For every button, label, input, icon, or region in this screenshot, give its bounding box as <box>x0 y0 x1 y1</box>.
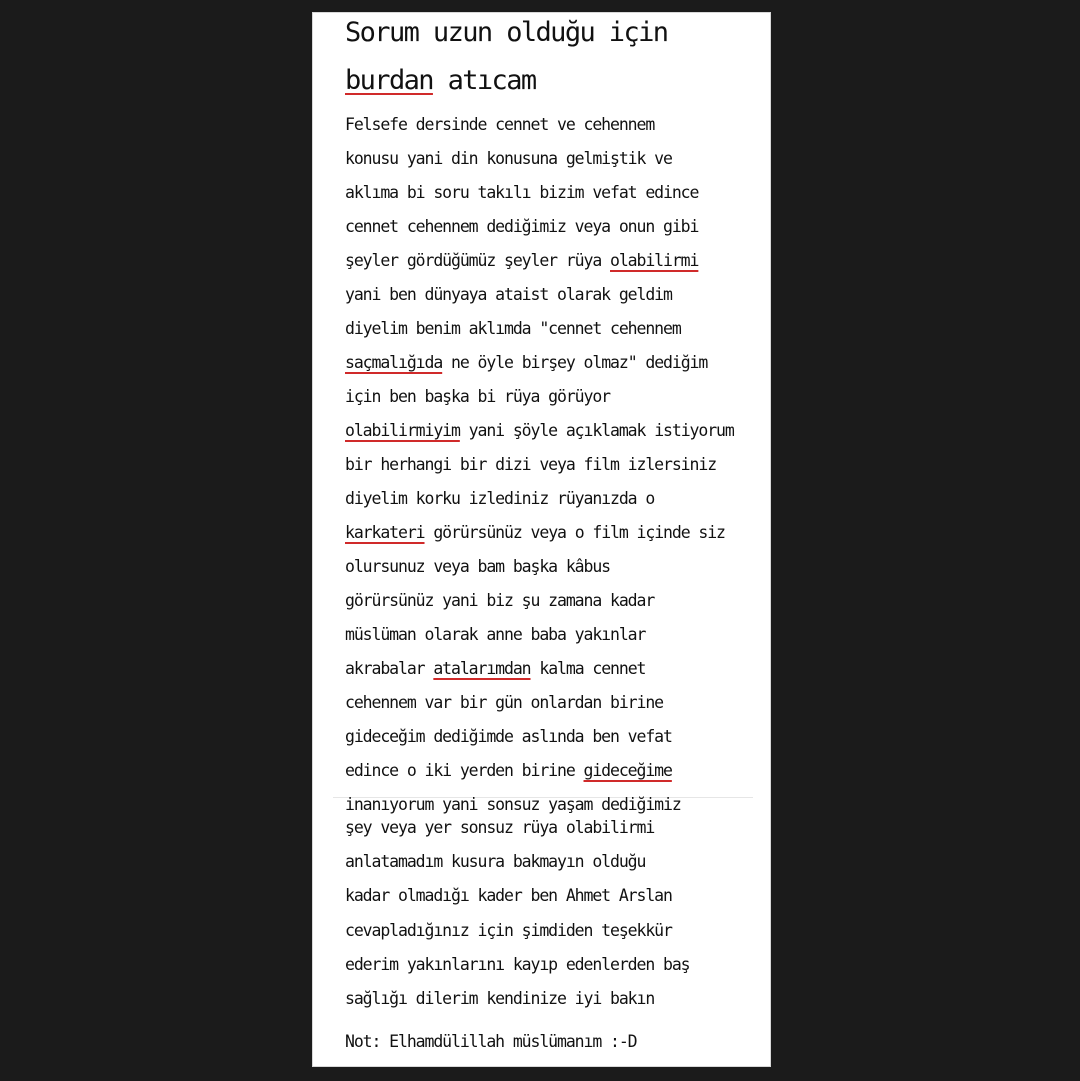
title-line-2 <box>345 67 536 94</box>
note-line <box>345 1034 637 1051</box>
body-line-2 <box>345 151 672 168</box>
body-text: aklıma bi soru takılı bizim vefat edince <box>345 183 699 202</box>
body-text: edince o iki yerden birine <box>345 761 584 780</box>
body-line-5 <box>345 253 698 270</box>
body-line-10 <box>345 423 734 440</box>
body-line-6 <box>345 287 672 304</box>
body-line-26 <box>345 957 690 974</box>
title-text-2: atıcam <box>432 65 536 96</box>
body-line-14 <box>345 559 610 576</box>
body-text: ne öyle birşey olmaz" dediğim <box>442 353 708 372</box>
body-text: için ben başka bi rüya görüyor <box>345 387 611 406</box>
body-line-9 <box>345 389 610 406</box>
body-text: anlatamadım kusura bakmayın olduğu <box>345 852 646 871</box>
body-line-22 <box>345 820 654 837</box>
body-text: şeyler gördüğümüz şeyler rüya <box>345 251 611 270</box>
body-line-27 <box>345 991 654 1008</box>
body-text: yani şöyle açıklamak istiyorum <box>459 421 734 440</box>
body-line-21 <box>345 797 681 814</box>
body-text: akrabalar <box>345 659 434 678</box>
body-line-13 <box>345 525 725 542</box>
body-line-7 <box>345 321 681 338</box>
title-text-1: Sorum uzun olduğu için <box>345 17 668 48</box>
misspelled-word: atalarımdan <box>433 659 531 678</box>
body-line-20 <box>345 763 672 780</box>
misspelled-word: olabilirmi <box>610 251 699 270</box>
body-line-19 <box>345 729 672 746</box>
body-text: ederim yakınlarını kayıp edenlerden baş <box>345 955 690 974</box>
body-text: yani ben dünyaya ataist olarak geldim <box>345 285 672 304</box>
body-text: cennet cehennem dediğimiz veya onun gibi <box>345 217 699 236</box>
body-line-8 <box>345 355 707 372</box>
body-text: olursunuz veya bam başka kâbus <box>345 557 611 576</box>
title-line-1 <box>345 19 667 46</box>
title-misspelled-word: burdan <box>345 65 433 96</box>
note-text: Not: Elhamdülillah müslümanım :-D <box>345 1032 637 1051</box>
body-line-23 <box>345 854 645 871</box>
misspelled-word: olabilirmiyim <box>345 421 460 440</box>
body-text: müslüman olarak anne baba yakınlar <box>345 625 646 644</box>
body-line-4 <box>345 219 698 236</box>
body-text: şey veya yer sonsuz rüya olabilirmi <box>345 818 655 837</box>
body-text: bir herhangi bir dizi veya film izlersiniz <box>345 455 717 474</box>
body-line-15 <box>345 593 654 610</box>
body-line-11 <box>345 457 716 474</box>
body-line-16 <box>345 627 645 644</box>
body-text: diyelim benim aklımda "cennet cehennem <box>345 319 681 338</box>
note-page <box>312 12 771 1067</box>
body-text: inanıyorum yani sonsuz yaşam dediğimiz <box>345 795 681 814</box>
misspelled-word: karkateri <box>345 523 425 542</box>
body-text: cehennem var bir gün onlardan birine <box>345 693 664 712</box>
body-text: kalma cennet <box>530 659 646 678</box>
body-text: konusu yani din konusuna gelmiştik ve <box>345 149 672 168</box>
body-line-1 <box>345 117 654 134</box>
body-line-12 <box>345 491 654 508</box>
body-line-25 <box>345 923 672 940</box>
body-line-17 <box>345 661 645 678</box>
misspelled-word: gideceğime <box>583 761 672 780</box>
body-line-18 <box>345 695 663 712</box>
body-line-3 <box>345 185 698 202</box>
misspelled-word: saçmalığıda <box>345 353 443 372</box>
body-text: görürsünüz veya o film içinde siz <box>424 523 725 542</box>
body-text: görürsünüz yani biz şu zamana kadar <box>345 591 655 610</box>
body-text: gideceğim dediğimde aslında ben vefat <box>345 727 672 746</box>
body-text: diyelim korku izlediniz rüyanızda o <box>345 489 655 508</box>
body-line-24 <box>345 888 672 905</box>
body-text: sağlığı dilerim kendinize iyi bakın <box>345 989 655 1008</box>
body-text: Felsefe dersinde cennet ve cehennem <box>345 115 655 134</box>
body-text: kadar olmadığı kader ben Ahmet Arslan <box>345 886 672 905</box>
body-text: cevapladığınız için şimdiden teşekkür <box>345 921 672 940</box>
